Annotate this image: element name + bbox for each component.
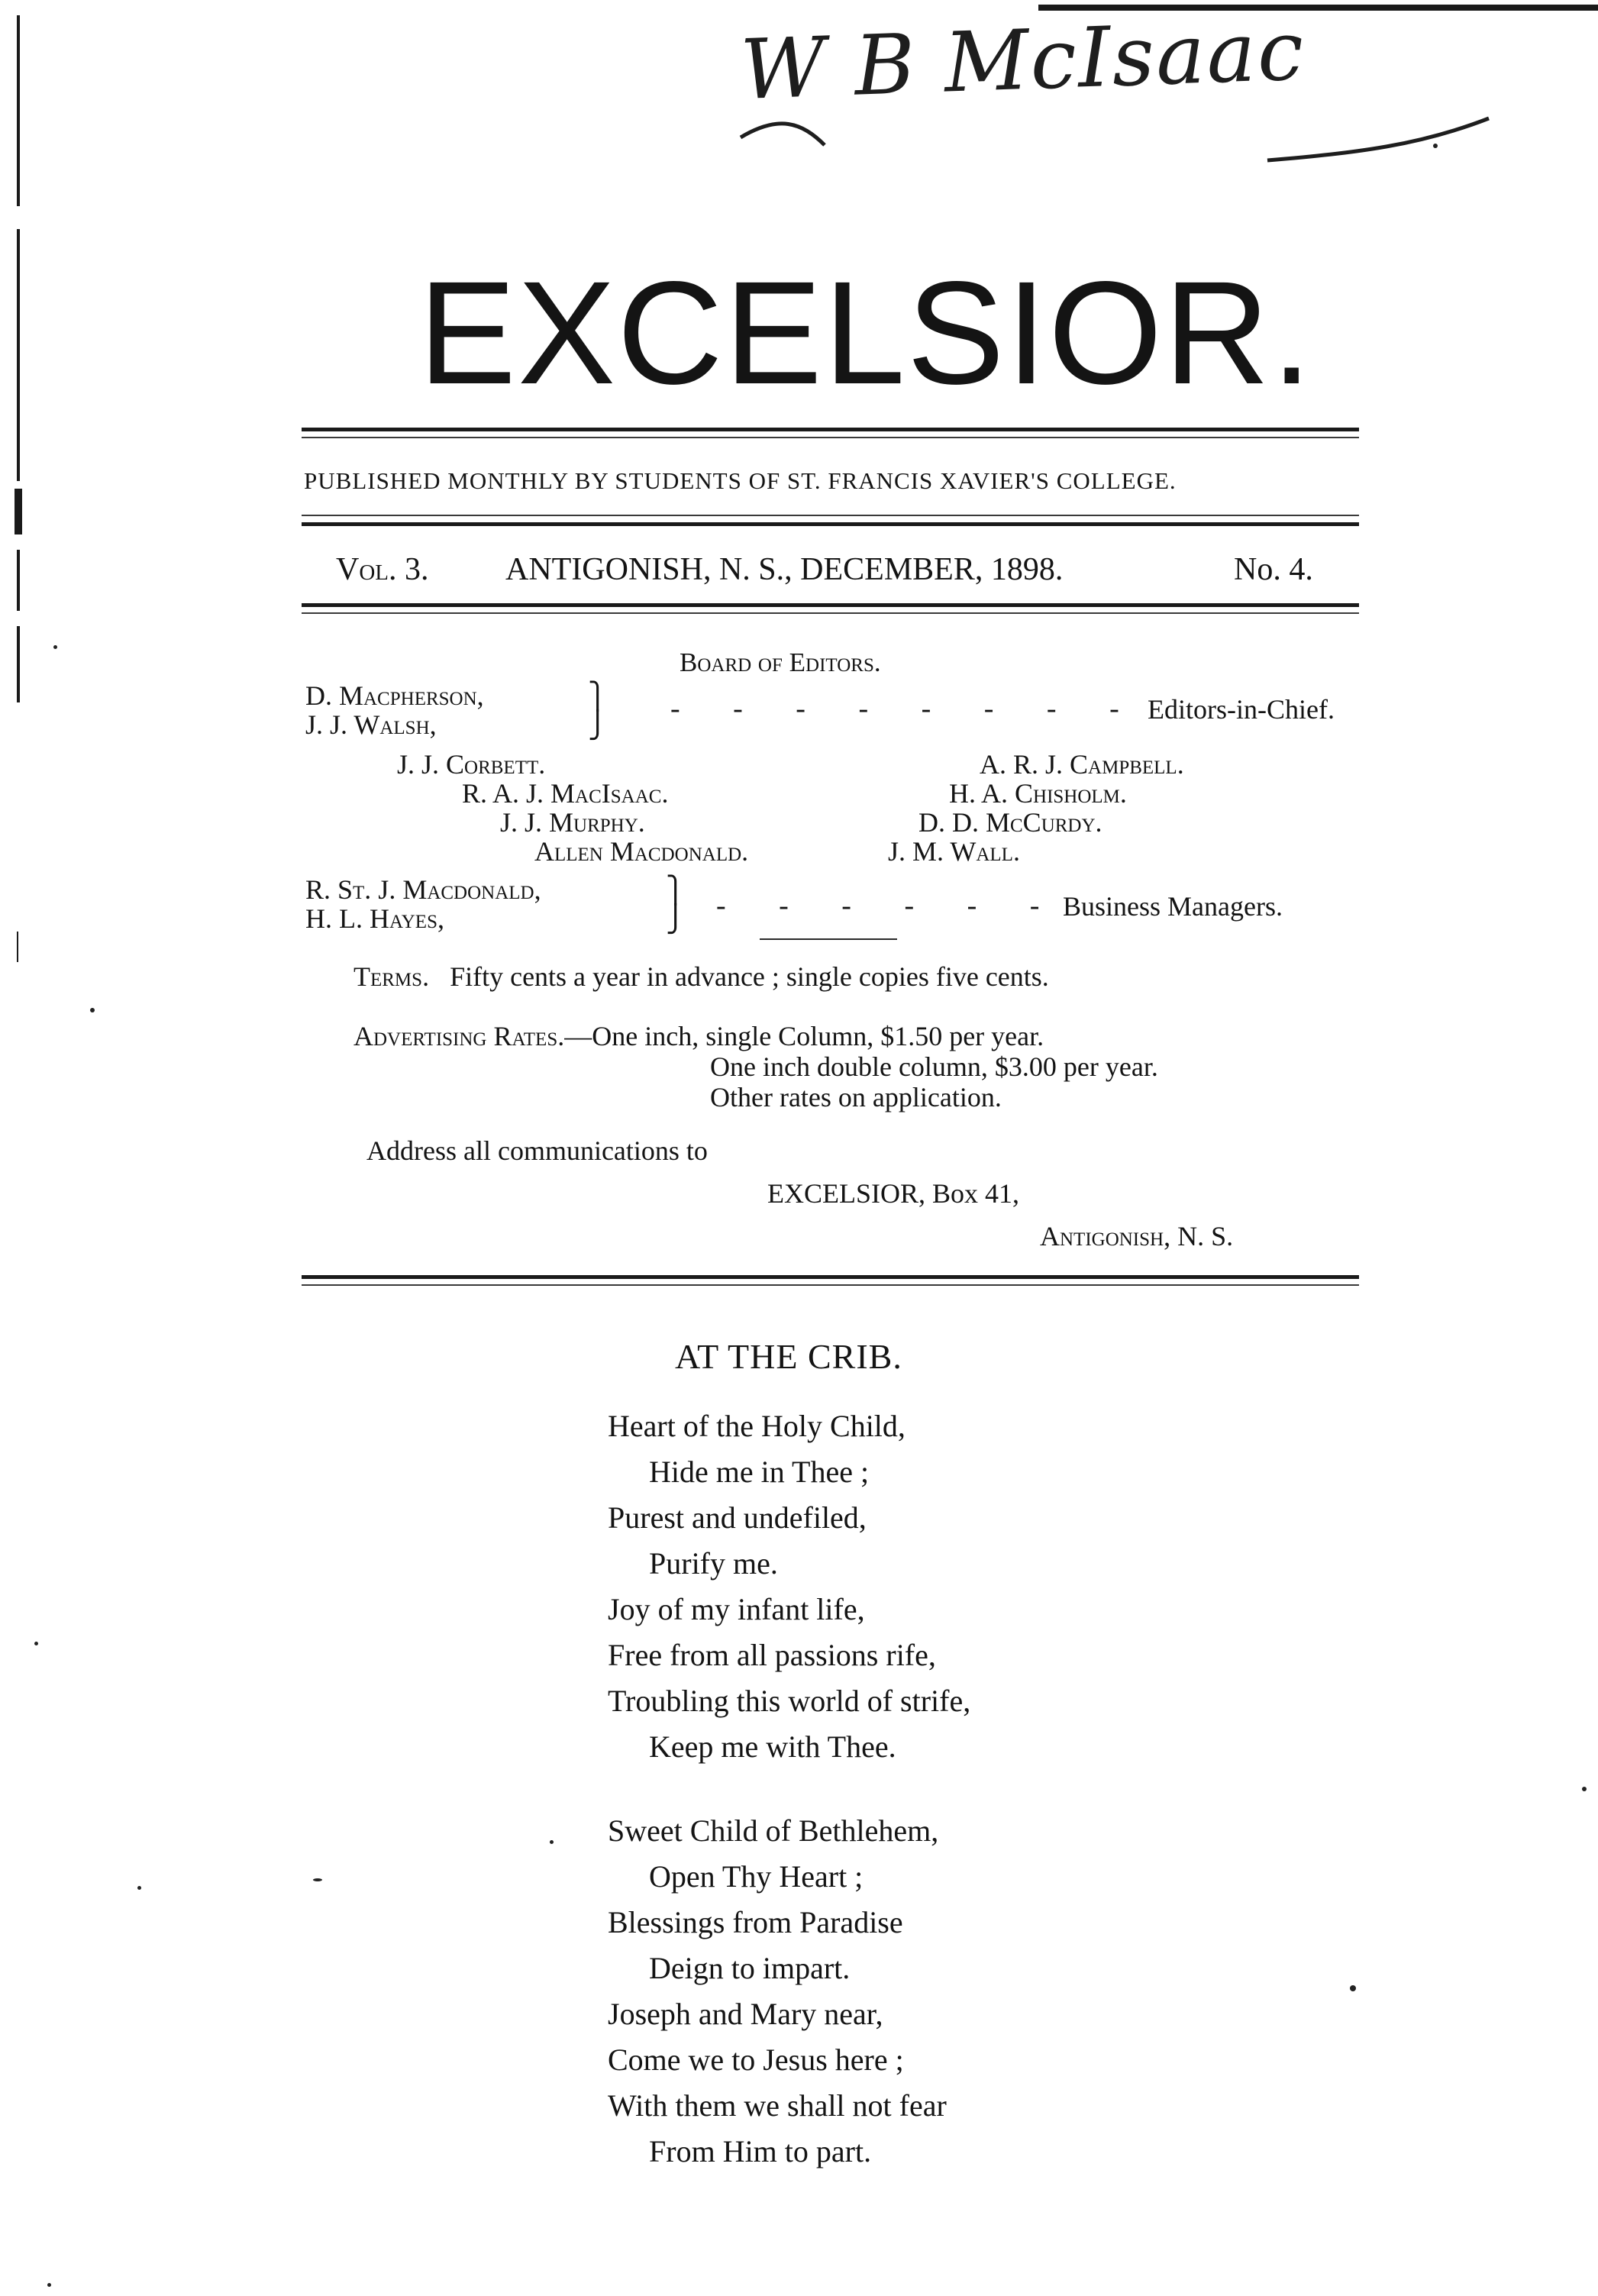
scan-edge-mark xyxy=(17,550,20,611)
brace-mark: ⎫ xyxy=(588,683,608,711)
poem-line: Sweet Child of Bethlehem, xyxy=(608,1813,939,1848)
masthead-rule xyxy=(302,428,1359,431)
scan-speck xyxy=(1582,1787,1587,1791)
issue-rule xyxy=(302,612,1359,614)
business-manager-name: R. St. J. Macdonald, xyxy=(305,874,541,905)
poem-line: With them we shall not fear xyxy=(608,2088,947,2123)
header-bottom-rule xyxy=(302,1275,1359,1279)
terms-text: Fifty cents a year in advance ; single copies five cents. xyxy=(450,961,1049,992)
poem-line: Purify me. xyxy=(649,1546,778,1581)
scan-edge-mark xyxy=(17,15,20,206)
dash-leader: - - - - - - - - xyxy=(670,693,1142,725)
editor-name: R. A. J. MacIsaac. xyxy=(462,778,669,809)
poem-line: Keep me with Thee. xyxy=(649,1729,896,1764)
masthead-title: EXCELSIOR. xyxy=(418,250,1314,415)
editor-name: H. A. Chisholm. xyxy=(949,778,1127,809)
scan-speck xyxy=(1350,1985,1356,1991)
issue-number: No. 4. xyxy=(1234,552,1313,587)
terms-label: Terms. xyxy=(353,961,430,992)
scan-speck xyxy=(53,645,57,649)
scan-edge-mark xyxy=(15,489,22,534)
editor-name: A. R. J. Campbell. xyxy=(980,749,1184,780)
poem-line: Open Thy Heart ; xyxy=(649,1859,864,1894)
scan-speck xyxy=(1433,144,1438,148)
board-divider xyxy=(760,938,897,940)
scan-edge-mark xyxy=(17,932,18,962)
brace-mark: ⎭ xyxy=(666,906,686,934)
header-bottom-rule xyxy=(302,1284,1359,1286)
poem-line: Heart of the Holy Child, xyxy=(608,1409,906,1443)
business-managers-role: Business Managers. xyxy=(1063,891,1283,922)
editor-in-chief-name: D. Macpherson, xyxy=(305,680,484,711)
scan-speck xyxy=(34,1642,38,1645)
advertising-line xyxy=(353,1020,1044,1052)
poem-line: Free from all passions rife, xyxy=(608,1638,936,1672)
masthead-tagline: PUBLISHED MONTHLY BY STUDENTS OF ST. FRANCIS XAVIER'S COLLEGE. xyxy=(304,467,1177,494)
poem-line: Blessings from Paradise xyxy=(608,1905,903,1939)
poem-line: Joy of my infant life, xyxy=(608,1592,865,1626)
scan-speck xyxy=(550,1840,554,1844)
scan-edge-mark xyxy=(17,229,20,481)
issue-rule xyxy=(302,603,1359,607)
address-town: Antigonish, N. S. xyxy=(1040,1221,1234,1251)
scan-speck xyxy=(313,1878,322,1881)
poem-line: Come we to Jesus here ; xyxy=(608,2043,904,2077)
scan-speck xyxy=(47,2283,51,2287)
issue-place-date: ANTIGONISH, N. S., DECEMBER, 1898. xyxy=(505,552,1064,587)
board-heading: Board of Editors. xyxy=(680,647,881,677)
address-box: EXCELSIOR, Box 41, xyxy=(767,1178,1020,1209)
scan-edge-mark xyxy=(17,626,20,702)
scan-speck xyxy=(90,1008,95,1012)
advertising-rate-single: —One inch, single Column, $1.50 per year. xyxy=(564,1021,1044,1051)
advertising-rate-double: One inch double column, $3.00 per year. xyxy=(710,1051,1158,1082)
owner-signature: W B McIsaac xyxy=(738,3,1307,118)
editor-name: J. J. Murphy. xyxy=(500,807,645,838)
advertising-other-rates: Other rates on application. xyxy=(710,1082,1002,1112)
editor-name: D. D. McCurdy. xyxy=(918,807,1102,838)
poem-line: Joseph and Mary near, xyxy=(608,1997,883,2031)
masthead-rule xyxy=(302,437,1359,438)
advertising-label: Advertising Rates. xyxy=(353,1021,565,1051)
poem-line: Purest and undefiled, xyxy=(608,1500,867,1535)
editor-in-chief-name: J. J. Walsh, xyxy=(305,709,437,740)
terms-line xyxy=(353,961,1049,993)
poem-title: AT THE CRIB. xyxy=(675,1337,902,1376)
editor-name: Allen Macdonald. xyxy=(534,836,749,867)
brace-mark: ⎭ xyxy=(588,712,608,740)
volume-label: Vol. 3. xyxy=(336,552,429,587)
dash-leader: - - - - - - xyxy=(716,890,1063,922)
poem-line: Hide me in Thee ; xyxy=(649,1455,870,1489)
editors-in-chief-role: Editors-in-Chief. xyxy=(1148,694,1335,725)
tagline-rule xyxy=(302,515,1359,516)
address-intro: Address all communications to xyxy=(366,1135,708,1166)
editor-name: J. M. Wall. xyxy=(888,836,1020,867)
tagline-rule xyxy=(302,522,1359,526)
poem-line: From Him to part. xyxy=(649,2134,872,2168)
poem-line: Troubling this world of strife, xyxy=(608,1684,971,1718)
brace-mark: ⎫ xyxy=(666,877,686,905)
poem-line: Deign to impart. xyxy=(649,1951,851,1985)
scan-speck xyxy=(137,1886,141,1890)
business-manager-name: H. L. Hayes, xyxy=(305,903,444,934)
editor-name: J. J. Corbett. xyxy=(397,749,546,780)
